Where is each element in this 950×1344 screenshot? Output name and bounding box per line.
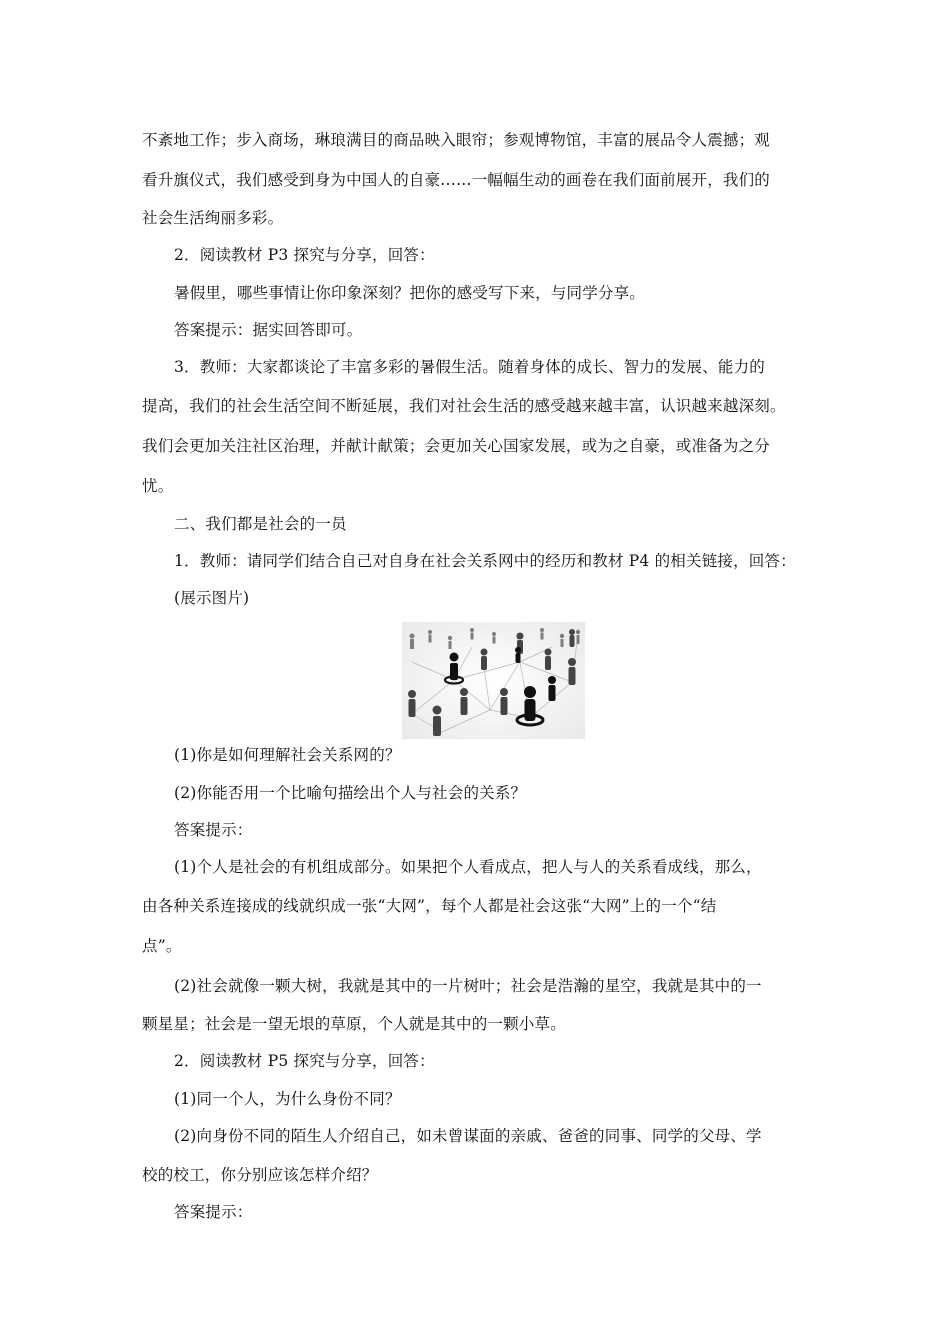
paragraph-line: 校的校工，你分别应该怎样介绍？ bbox=[142, 1166, 378, 1184]
paragraph-line: 点”。 bbox=[142, 937, 182, 955]
paragraph-line: 3．教师：大家都谈论了丰富多彩的暑假生活。随着身体的成长、智力的发展、能力的 bbox=[174, 358, 765, 376]
network-people-icon bbox=[402, 622, 585, 739]
paragraph-line: (2)你能否用一个比喻句描绘出个人与社会的关系？ bbox=[174, 784, 527, 802]
paragraph-line: (展示图片) bbox=[174, 589, 250, 607]
answer-hint: 答案提示： bbox=[174, 1203, 253, 1221]
answer-hint: 答案提示：据实回答即可。 bbox=[174, 321, 363, 339]
paragraph-line: 我们会更加关注社区治理，并献计献策；会更加关心国家发展，或为之自豪，或准备为之分 bbox=[142, 437, 771, 455]
paragraph-line: 暑假里，哪些事情让你印象深刻？把你的感受写下来，与同学分享。 bbox=[174, 284, 646, 302]
paragraph-line: 不紊地工作；步入商场，琳琅满目的商品映入眼帘；参观博物馆，丰富的展品令人震撼；观 bbox=[142, 131, 771, 149]
question-heading: 1．教师：请同学们结合自己对自身在社会关系网中的经历和教材 P4 的相关链接，回答： bbox=[174, 552, 796, 570]
paragraph-line: 忧。 bbox=[142, 477, 174, 495]
paragraph-line: 看升旗仪式，我们感受到身为中国人的自豪……一幅幅生动的画卷在我们面前展开，我们的 bbox=[142, 171, 771, 189]
question-heading: 2．阅读教材 P5 探究与分享，回答： bbox=[174, 1052, 435, 1070]
question-heading: 2．阅读教材 P3 探究与分享，回答： bbox=[174, 246, 435, 264]
paragraph-line: (1)个人是社会的有机组成部分。如果把个人看成点，把人与人的关系看成线，那么， bbox=[174, 858, 762, 876]
social-network-image bbox=[402, 622, 585, 739]
paragraph-line: (1)同一个人，为什么身份不同？ bbox=[174, 1090, 401, 1108]
paragraph-line: (1)你是如何理解社会关系网的？ bbox=[174, 746, 401, 764]
paragraph-line: 由各种关系连接成的线就织成一张“大网”，每个人都是社会这张“大网”上的一个“结 bbox=[142, 897, 717, 915]
paragraph-line: 颗星星；社会是一望无垠的草原，个人就是其中的一颗小草。 bbox=[142, 1015, 566, 1033]
paragraph-line: 社会生活绚丽多彩。 bbox=[142, 209, 284, 227]
paragraph-line: (2)社会就像一颗大树，我就是其中的一片树叶；社会是浩瀚的星空，我就是其中的一 bbox=[174, 977, 762, 995]
paragraph-line: 提高，我们的社会生活空间不断延展，我们对社会生活的感受越来越丰富，认识越来越深刻。 bbox=[142, 397, 786, 415]
paragraph-line: (2)向身份不同的陌生人介绍自己，如未曾谋面的亲戚、爸爸的同事、同学的父母、学 bbox=[174, 1127, 762, 1145]
answer-hint: 答案提示： bbox=[174, 821, 253, 839]
section-heading: 二、我们都是社会的一员 bbox=[174, 515, 347, 533]
